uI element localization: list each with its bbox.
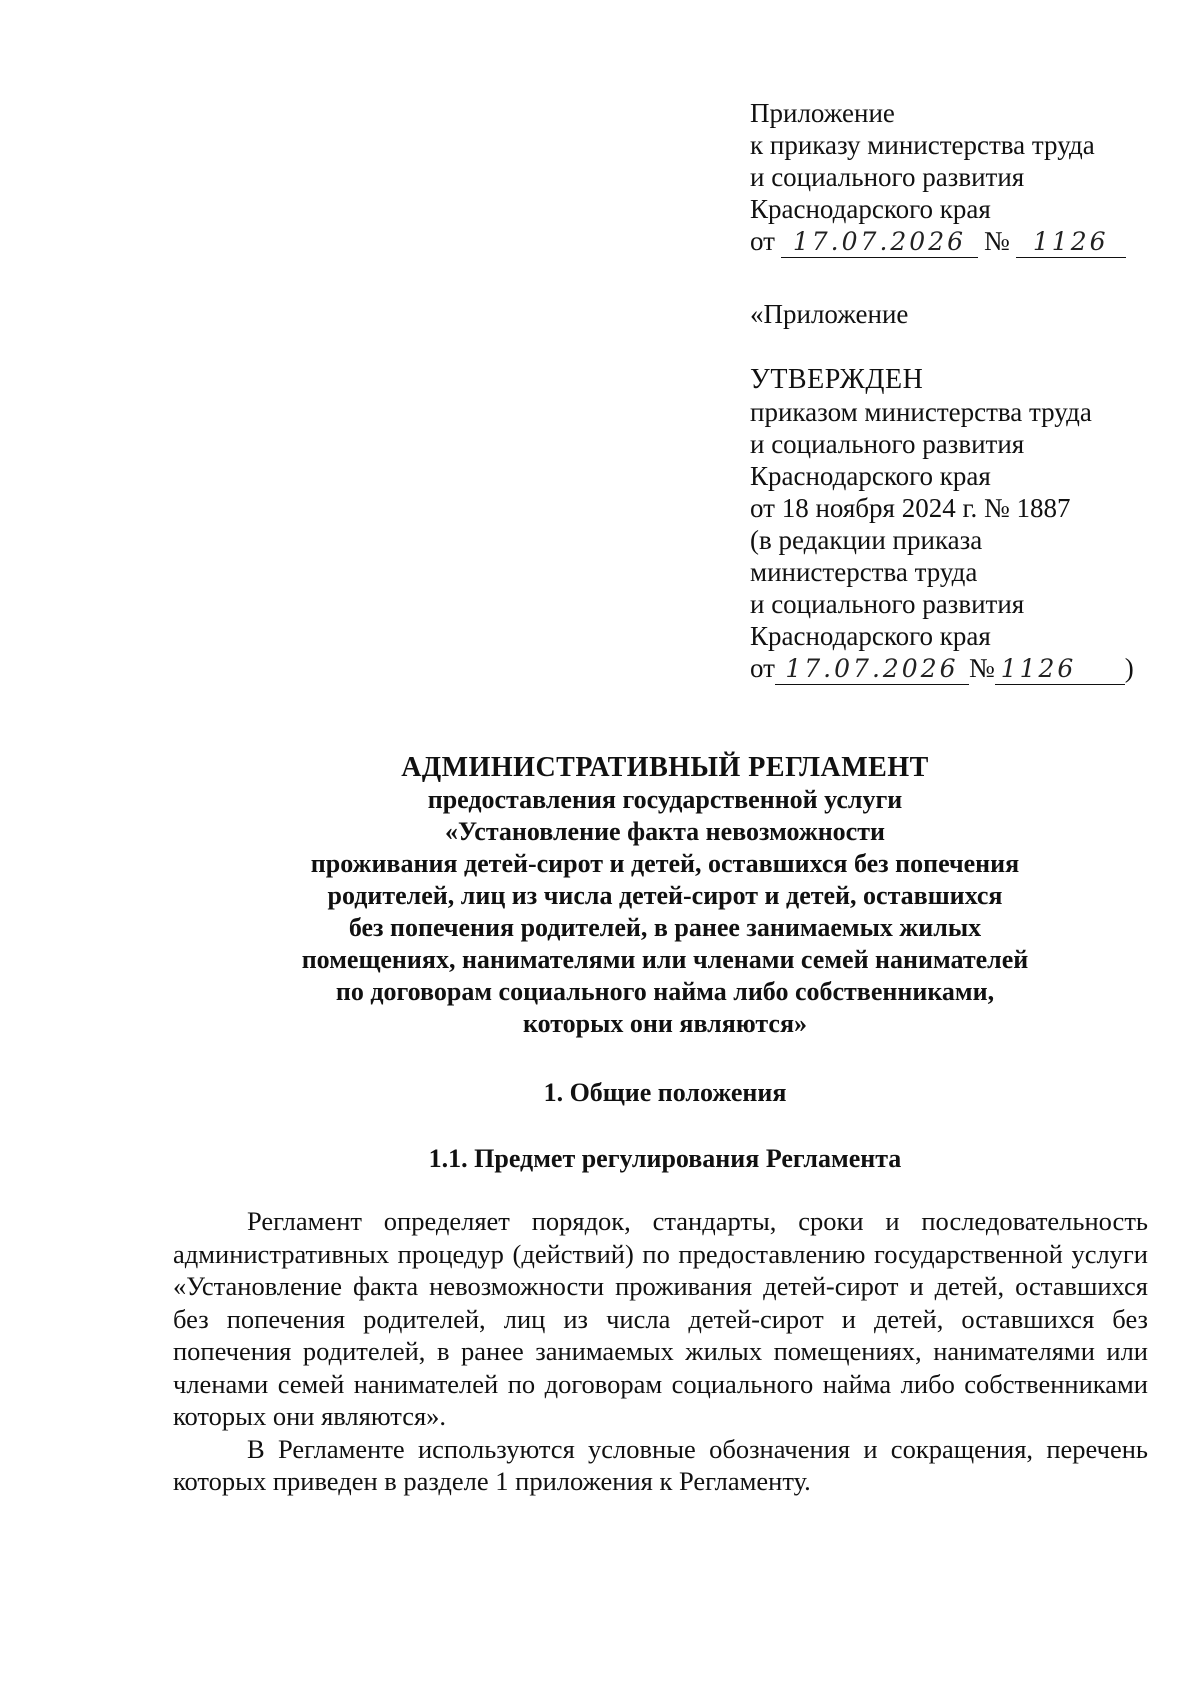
- approval-line: и социального развития: [750, 589, 1025, 619]
- title-line: родителей, лиц из числа детей-сирот и детей, оставшихся: [327, 881, 1003, 910]
- title-line: которых они являются»: [522, 1009, 808, 1038]
- appendix-line: к приказу министерства труда: [750, 130, 1095, 160]
- approval-line: (в редакции приказа: [750, 525, 983, 555]
- title-line: по договорам социального найма либо собственниками,: [335, 977, 995, 1006]
- handwritten-order-date: 17.07.2026: [775, 654, 969, 685]
- appendix-order-line: [750, 225, 1170, 258]
- appendix-line: и социального развития: [750, 162, 1025, 192]
- closing-parenthesis: ): [1124, 653, 1134, 683]
- appendix-header: [750, 97, 1170, 258]
- body-text: [173, 1205, 1148, 1498]
- paragraph: В Регламенте используются условные обозначения и сокращения, перечень которых приведен в разделе 1 приложения к Регламенту.: [173, 1433, 1148, 1496]
- title-line: помещениях, нанимателями или членами семей нанимателей: [301, 945, 1029, 974]
- title-line: проживания детей-сирот и детей, оставшихся без попечения: [310, 849, 1020, 878]
- approval-block: [750, 364, 1180, 685]
- order-number-label: №: [983, 226, 1010, 256]
- paragraph: Регламент определяет порядок, стандарты, сроки и последовательность административных процедур (действий) по предоставлению государственной услуги «Установление факта невозможности проживания детей-сирот и детей, оставшихся без попечения родителей, лиц из числа детей-сирот и детей, оставшихся без попечения родителей, в ранее занимаемых жилых помещениях, нанимателями или членами семей нанимателей по договорам социального найма либо собственниками которых они являются».: [173, 1206, 1148, 1431]
- approval-line: и социального развития: [750, 429, 1025, 459]
- order-date-prefix: от: [750, 226, 775, 256]
- handwritten-order-date: 17.07.2026: [781, 227, 978, 258]
- title-line: без попечения родителей, в ранее занимаемых жилых: [348, 913, 982, 942]
- approval-line: Краснодарского края: [750, 621, 991, 651]
- document-title: [160, 752, 1170, 1040]
- title-line: «Установление факта невозможности: [445, 817, 885, 846]
- approval-heading: УТВЕРЖДЕН: [750, 364, 924, 395]
- subsection-heading: 1.1. Предмет регулирования Регламента: [428, 1144, 902, 1173]
- appendix-line: Приложение: [750, 98, 895, 128]
- order-number-label: №: [968, 653, 995, 683]
- approval-line: приказом министерства труда: [750, 397, 1092, 427]
- approval-line: министерства труда: [750, 557, 978, 587]
- approval-line: от 18 ноября 2024 г. № 1887: [750, 493, 1071, 523]
- appendix-line: Краснодарского края: [750, 194, 991, 224]
- approval-order-line: [750, 652, 1180, 685]
- handwritten-order-number: 1126: [1016, 227, 1126, 258]
- appendix-reference: «Приложение: [750, 299, 909, 329]
- approval-line: Краснодарского края: [750, 461, 991, 491]
- order-date-prefix: от: [750, 653, 775, 683]
- handwritten-order-number: 1126: [995, 654, 1125, 685]
- title-line: предоставления государственной услуги: [427, 785, 903, 814]
- title-main: АДМИНИСТРАТИВНЫЙ РЕГЛАМЕНТ: [401, 752, 929, 783]
- section-heading: 1. Общие положения: [543, 1078, 787, 1107]
